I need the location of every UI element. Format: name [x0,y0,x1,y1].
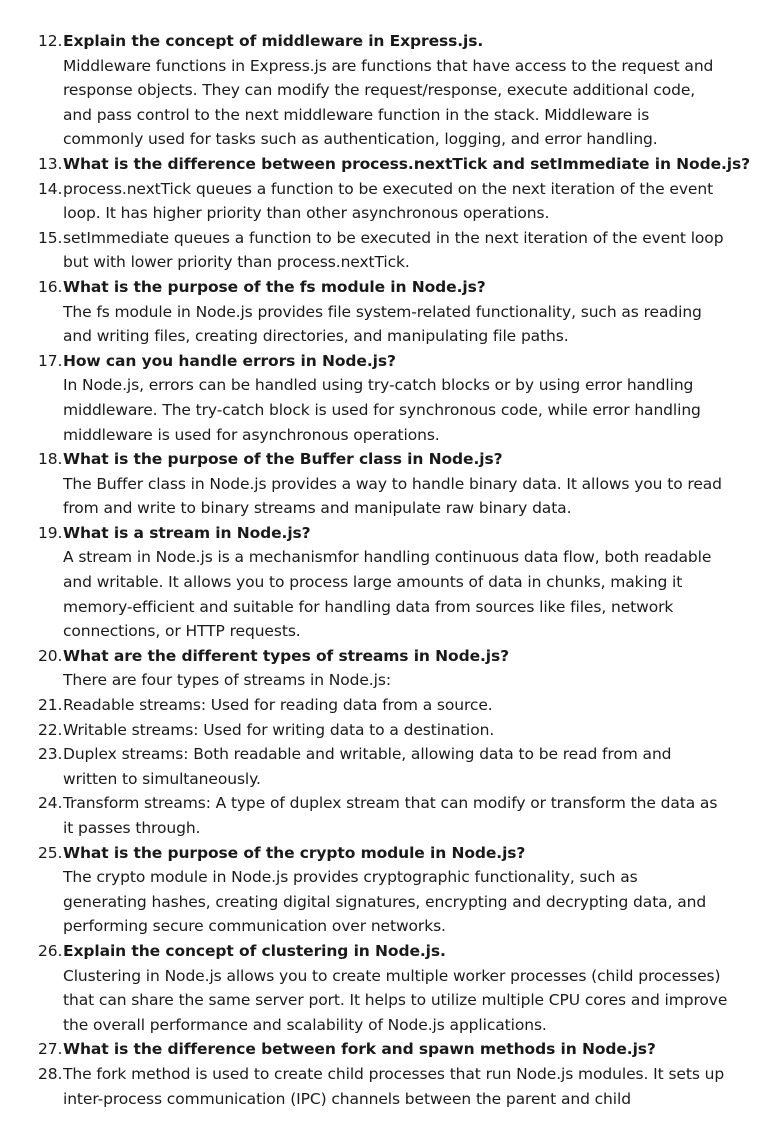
answer-item [38,668,748,693]
text-line: but with lower priority than process.nextTick. [63,253,410,272]
answer-text [63,226,748,275]
text-line: In Node.js, errors can be handled using try-catch blocks or by using error handling [63,376,694,395]
item-number: 14. [38,179,63,198]
text-line: What is the purpose of the crypto module in Node.js? [63,843,526,862]
answer-item [38,865,748,939]
text-line: The crypto module in Node.js provides cryptographic functionality, such as [63,868,638,887]
item-number: 21. [38,696,63,715]
item-number: 15. [38,228,63,247]
question-item [38,841,748,866]
item-number: 16. [38,277,63,296]
question-text [63,447,748,472]
text-line: and writing files, creating directories, and manipulating file paths. [63,327,569,346]
question-item [38,29,748,54]
answer-item [38,177,748,226]
text-line: generating hashes, creating digital signatures, encrypting and decrypting data, and [63,892,707,911]
answer-item [38,693,748,718]
answer-text [63,718,748,743]
item-number: 25. [38,843,63,862]
question-item [38,152,751,177]
text-line: memory-efficient and suitable for handling data from sources like files, network [63,597,674,616]
text-line: commonly used for tasks such as authentication, logging, and error handling. [63,130,658,149]
question-item [38,939,748,964]
question-text [63,939,748,964]
answer-item [38,373,748,447]
text-line: Clustering in Node.js allows you to create multiple worker processes (child processes) [63,966,721,985]
text-line: performing secure communication over networks. [63,917,446,936]
text-line: connections, or HTTP requests. [63,622,301,641]
text-line: Duplex streams: Both readable and writable, allowing data to be read from and [63,745,672,764]
item-number: 13. [38,154,63,173]
answer-text [63,373,748,447]
item-number: 12. [38,32,63,50]
text-line: response objects. They can modify the request/response, execute additional code, [63,81,696,100]
text-line: from and write to binary streams and manipulate raw binary data. [63,499,572,518]
text-line: that can share the same server port. It helps to utilize multiple CPU cores and improve [63,991,728,1010]
item-number: 19. [38,523,63,542]
question-text [63,29,748,54]
question-item [38,521,748,546]
item-number: 18. [38,450,63,469]
answer-item [38,54,748,152]
question-text [63,521,748,546]
answer-item [38,964,748,1038]
text-line: What is the difference between process.nextTick and setImmediate in Node.js? [63,154,751,173]
answer-item [38,791,748,840]
text-line: the overall performance and scalability of Node.js applications. [63,1015,547,1034]
item-number: 24. [38,794,63,813]
answer-text [63,693,748,718]
text-line: it passes through. [63,819,201,837]
question-text [63,841,748,866]
text-line: A stream in Node.js is a mechanismfor handling continuous data flow, both readable [63,548,712,567]
text-line: and writable. It allows you to process large amounts of data in chunks, making it [63,573,683,592]
item-number: 28. [38,1064,63,1083]
question-item [38,1037,748,1062]
question-item [38,349,748,374]
text-line: middleware. The try-catch block is used for synchronous code, while error handling [63,400,701,419]
question-item [38,275,748,300]
text-line: How can you handle errors in Node.js? [63,351,396,370]
question-text [63,152,751,177]
answer-text [63,472,748,521]
text-line: What is a stream in Node.js? [63,523,311,542]
text-line: written to simultaneously. [63,769,261,788]
text-line: Middleware functions in Express.js are functions that have access to the request and [63,56,714,75]
answer-item [38,472,748,521]
answer-text [63,177,748,226]
answer-item [38,545,748,643]
answer-item [38,226,748,275]
item-number: 23. [38,745,63,764]
question-text [63,275,748,300]
answer-item [38,718,748,743]
text-line: The Buffer class in Node.js provides a way to handle binary data. It allows you to read [63,474,722,493]
text-line: Readable streams: Used for reading data from a source. [63,696,493,715]
answer-text [63,545,748,643]
answer-text [63,964,748,1038]
text-line: What is the purpose of the fs module in Node.js? [63,277,486,296]
text-line: What is the purpose of the Buffer class in Node.js? [63,450,503,469]
answer-text [63,54,748,152]
text-line: middleware is used for asynchronous operations. [63,425,440,444]
text-line: Writable streams: Used for writing data to a destination. [63,720,495,739]
text-line: There are four types of streams in Node.js: [63,671,391,690]
question-text [63,349,748,374]
answer-text [63,668,748,693]
item-number: 17. [38,351,63,370]
item-number: 20. [38,646,63,665]
item-number: 26. [38,941,63,960]
text-line: setImmediate queues a function to be executed in the next iteration of the event loop [63,228,724,247]
text-line: loop. It has higher priority than other asynchronous operations. [63,204,550,223]
text-line: What are the different types of streams in Node.js? [63,646,510,665]
answer-text [63,300,748,349]
text-line: Transform streams: A type of duplex stream that can modify or transform the data as [63,794,718,813]
text-line: Explain the concept of middleware in Express.js. [63,32,484,50]
text-line: inter-process communication (IPC) channels between the parent and child [63,1089,631,1108]
text-line: Explain the concept of clustering in Node.js. [63,941,446,960]
text-line: process.nextTick queues a function to be executed on the next iteration of the event [63,179,714,198]
text-line: The fork method is used to create child processes that run Node.js modules. It sets up [63,1064,725,1083]
item-number: 27. [38,1040,63,1059]
answer-text [63,791,748,840]
answer-text [63,1062,748,1111]
answer-text [63,865,748,939]
answer-text [63,742,748,791]
question-item [38,447,748,472]
item-number: 22. [38,720,63,739]
text-line: The fs module in Node.js provides file system-related functionality, such as reading [63,302,702,321]
answer-item [38,300,748,349]
question-text [63,644,748,669]
question-item [38,644,748,669]
text-line: What is the difference between fork and spawn methods in Node.js? [63,1040,656,1059]
text-line: and pass control to the next middleware function in the stack. Middleware is [63,105,650,124]
answer-item [38,742,748,791]
answer-item [38,1062,748,1111]
question-text [63,1037,748,1062]
